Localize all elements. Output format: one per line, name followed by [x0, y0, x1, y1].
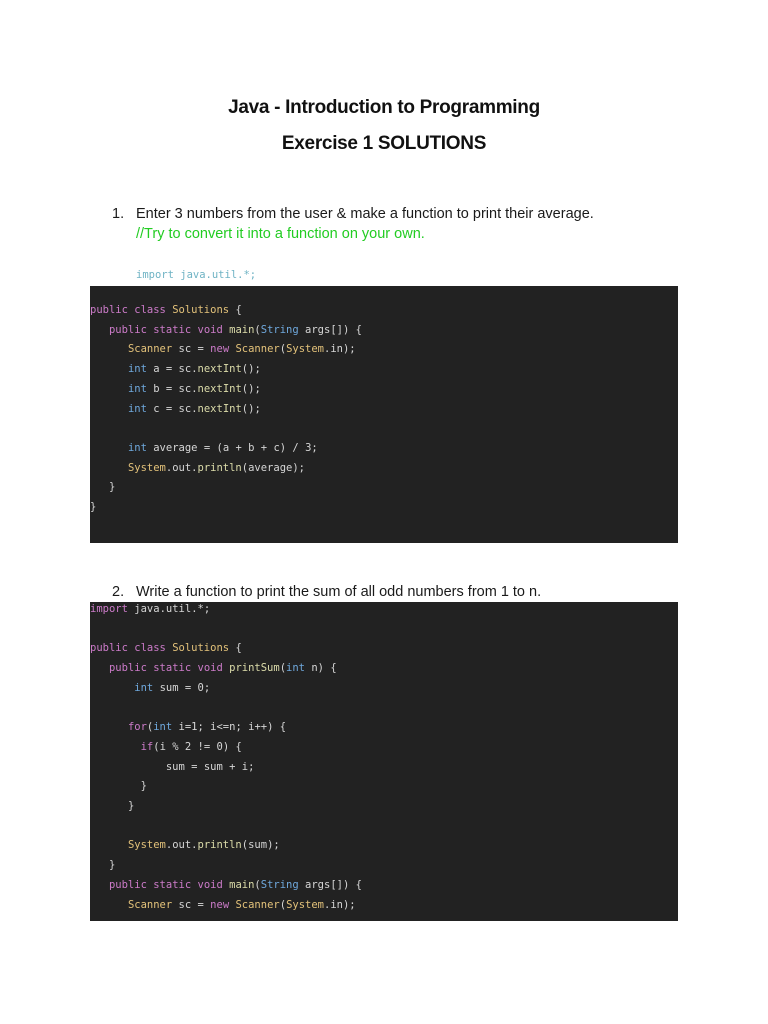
code-line: System.out.println(sum);	[127, 839, 280, 852]
code-line: Scanner sc = new Scanner(System.in);	[127, 898, 356, 911]
code-line: if(i % 2 != 0) {	[140, 740, 242, 753]
code-line: public class Solutions {	[90, 304, 242, 316]
code-line: for(int i=1; i<=n; i++) {	[127, 721, 287, 734]
code-line: int c = sc.nextInt();	[127, 402, 261, 415]
document-subtitle: Exercise 1 SOLUTIONS	[281, 133, 487, 154]
question-1-hint: //Try to convert it into a function on your own.	[136, 226, 425, 242]
question-2-number: 2.	[112, 584, 125, 600]
code-block-2	[90, 602, 678, 921]
document-title: Java - Introduction to Programming	[228, 97, 540, 118]
code-line: }	[127, 800, 135, 812]
code-line: public static void main(String args[]) {	[108, 878, 362, 891]
code-line: int a = sc.nextInt();	[127, 363, 261, 376]
question-1-text: Enter 3 numbers from the user & make a function to print their average.	[136, 206, 594, 222]
code-line: int average = (a + b + c) / 3;	[127, 441, 318, 454]
question-1-import-line: import java.util.*;	[136, 269, 257, 281]
code-block-1	[90, 286, 678, 543]
question-1-number: 1.	[112, 206, 125, 222]
code-line: }	[90, 501, 97, 513]
code-line: sum = sum + i;	[165, 760, 255, 773]
code-line: import java.util.*;	[90, 603, 211, 615]
code-line: int sum = 0;	[134, 681, 211, 694]
code-line: int b = sc.nextInt();	[127, 382, 261, 395]
code-line: System.out.println(average);	[127, 461, 306, 474]
code-line: public static void main(String args[]) {	[108, 323, 362, 336]
code-line: public static void printSum(int n) {	[108, 662, 337, 675]
code-line: }	[108, 859, 116, 872]
question-2-text: Write a function to print the sum of all odd numbers from 1 to n.	[136, 584, 542, 600]
code-line: public class Solutions {	[90, 642, 242, 655]
code-line: }	[108, 481, 116, 494]
code-line: Scanner sc = new Scanner(System.in);	[127, 343, 356, 356]
code-line: }	[140, 780, 147, 793]
